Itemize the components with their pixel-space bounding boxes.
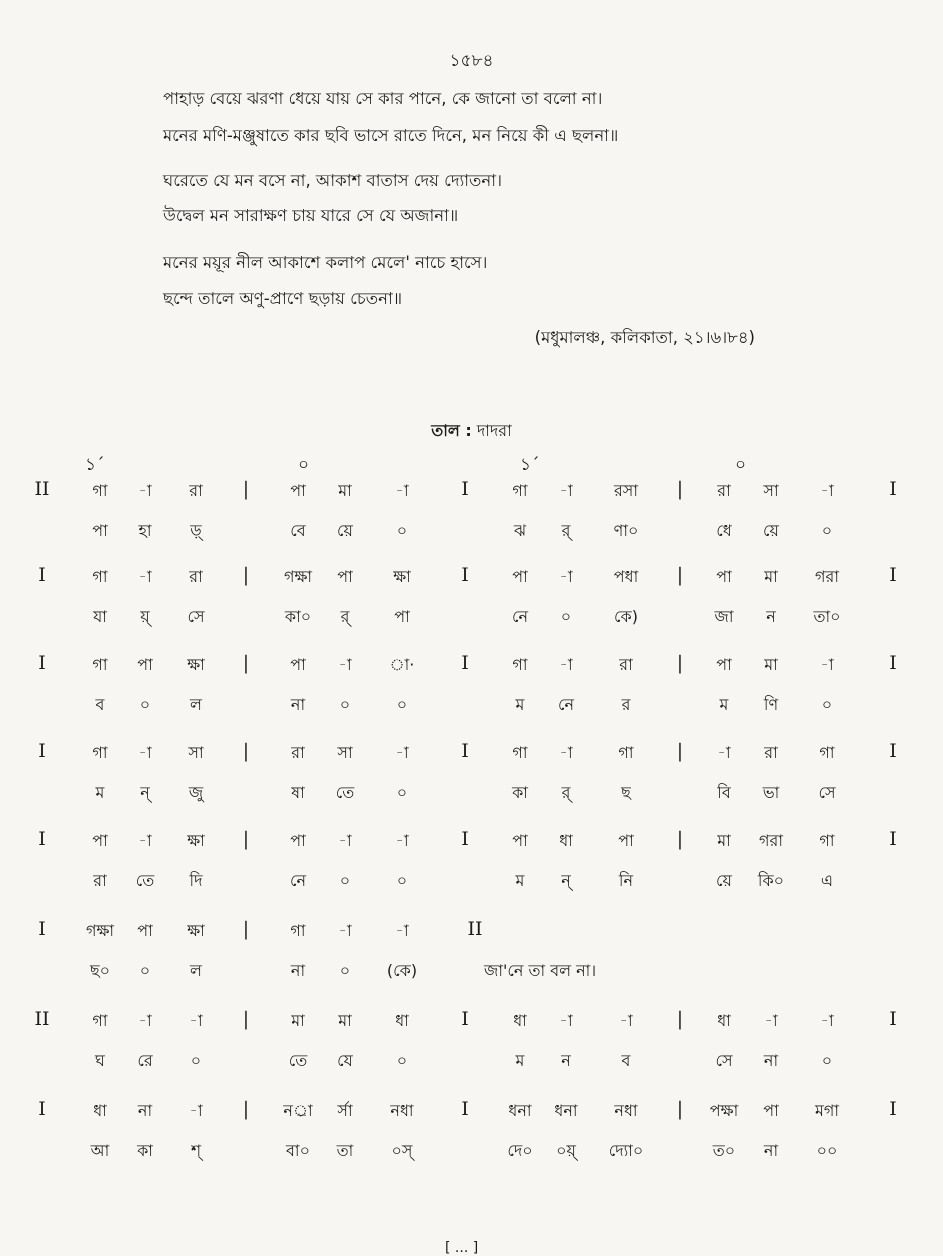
note-cell: মা: [764, 655, 778, 674]
note-cell: রসা: [613, 481, 639, 500]
note-cell: পা: [337, 567, 353, 586]
note-cell: রা: [717, 481, 731, 500]
note-cell: রা: [189, 481, 203, 500]
barline: |: [242, 918, 250, 940]
lyric-line: মনের ময়ূর নীল আকাশে কলাপ মেলে' নাচে হাসে।: [163, 253, 488, 272]
note-cell: পা: [137, 921, 153, 940]
note-cell: না: [137, 1101, 153, 1120]
note-cell: গা: [92, 567, 108, 586]
barline: |: [676, 1098, 684, 1120]
syllable-cell: কা০: [284, 607, 312, 626]
syllable-cell: রা: [93, 871, 107, 890]
note-cell: গক্ষা: [85, 921, 115, 940]
note-cell: -া: [619, 1011, 633, 1030]
syllable-cell: হা: [138, 521, 152, 540]
lyric-continuation: জা'নে তা বল না।: [484, 961, 597, 980]
syllable-cell: ণা০: [613, 521, 639, 540]
note-cell: ধনা: [508, 1101, 532, 1120]
syllable-cell: ম: [515, 695, 525, 714]
syllable-cell: নে: [557, 695, 575, 714]
syllable-cell: ত০: [712, 1141, 736, 1160]
note-cell: পা: [618, 831, 634, 850]
note-cell: পা: [137, 655, 153, 674]
note-cell: ক্ষা: [187, 655, 205, 674]
note-cell: -া: [338, 655, 352, 674]
syllable-cell: রে: [137, 1051, 153, 1070]
note-cell: গা: [819, 743, 835, 762]
syllable-cell: না: [290, 695, 306, 714]
barline: |: [676, 652, 684, 674]
taal-name: দাদরা: [476, 421, 512, 440]
end-barline: I: [889, 478, 897, 500]
barline: |: [676, 564, 684, 586]
note-cell: -া: [189, 1101, 203, 1120]
notation-row: [0, 1098, 943, 1140]
beat-mark: ১´: [520, 455, 540, 475]
barline: I: [461, 828, 469, 850]
beat-mark: ০: [735, 455, 747, 475]
note-cell: া·: [389, 655, 415, 674]
syllable-cell: দি: [189, 871, 203, 890]
note-cell: -া: [138, 1011, 152, 1030]
syllable-cell: য়ে: [763, 521, 779, 540]
syllable-cell: সে: [818, 783, 836, 802]
syllable-cell: পা: [394, 607, 410, 626]
note-cell: ধা: [513, 1011, 527, 1030]
syllable-cell: কা: [137, 1141, 153, 1160]
barline: |: [242, 1098, 250, 1120]
barline: I: [461, 652, 469, 674]
barline: I: [461, 1008, 469, 1030]
lyric-line: ঘরেতে যে মন বসে না, আকাশ বাতাস দেয় দ্যোতনা।: [163, 171, 502, 190]
start-barline: II: [34, 478, 50, 500]
start-barline: II: [34, 1008, 50, 1030]
lyric-syllable-row: [0, 780, 943, 822]
syllable-cell: ০: [190, 1051, 202, 1070]
note-cell: পা: [290, 481, 306, 500]
note-cell: ধা: [93, 1101, 107, 1120]
note-cell: -া: [717, 743, 731, 762]
note-cell: পা: [716, 655, 732, 674]
note-cell: মা: [338, 481, 352, 500]
barline: |: [242, 740, 250, 762]
syllable-cell: ০: [139, 961, 151, 980]
start-barline: I: [38, 564, 46, 586]
note-cell: পা: [290, 831, 306, 850]
lyric-line: মনের মণি-মঞ্জুষাতে কার ছবি ভাসে রাতে দিনে, মন নিয়ে কী এ ছলনা॥: [163, 126, 619, 145]
syllable-cell: ম: [95, 783, 105, 802]
syllable-cell: ০: [396, 521, 408, 540]
syllable-cell: ০: [396, 871, 408, 890]
syllable-cell: বি: [717, 783, 731, 802]
end-barline: I: [889, 652, 897, 674]
note-cell: রা: [619, 655, 633, 674]
barline: |: [676, 740, 684, 762]
page-fragment: [ ... ]: [445, 1240, 479, 1256]
note-cell: ধা: [717, 1011, 731, 1030]
end-barline: I: [889, 564, 897, 586]
syllable-cell: বে: [290, 521, 306, 540]
syllable-cell: পা: [92, 521, 108, 540]
note-cell: মগা: [814, 1101, 840, 1120]
note-cell: ধনা: [554, 1101, 578, 1120]
syllable-cell: দে০: [507, 1141, 533, 1160]
lyric-syllable-row: [0, 1138, 943, 1180]
syllable-cell: তে: [288, 1051, 308, 1070]
syllable-cell: শ্: [190, 1141, 202, 1160]
syllable-cell: নে: [511, 607, 529, 626]
note-cell: -া: [559, 1011, 573, 1030]
syllable-cell: য়ে: [337, 521, 353, 540]
note-cell: গা: [92, 655, 108, 674]
end-barline: I: [889, 1098, 897, 1120]
note-cell: গা: [92, 1011, 108, 1030]
barline: |: [242, 652, 250, 674]
lyric-syllable-row: [0, 1048, 943, 1090]
syllable-cell: তা০: [813, 607, 841, 626]
note-cell: সা: [763, 481, 779, 500]
note-cell: মা: [291, 1011, 305, 1030]
syllable-cell: র্: [561, 783, 571, 802]
lyric-syllable-row: [0, 958, 943, 1000]
syllable-cell: সে: [187, 607, 205, 626]
syllable-cell: য়্: [140, 607, 150, 626]
syllable-cell: ০০: [816, 1141, 838, 1160]
taal-heading: [0, 418, 943, 445]
syllable-cell: ম: [515, 871, 525, 890]
note-cell: রা: [291, 743, 305, 762]
note-cell: পা: [290, 655, 306, 674]
barline: |: [242, 828, 250, 850]
note-cell: ক্ষা: [187, 831, 205, 850]
note-cell: ধা: [395, 1011, 409, 1030]
syllable-cell: ০: [821, 695, 833, 714]
syllable-cell: ব: [621, 1051, 631, 1070]
end-barline: I: [889, 828, 897, 850]
lyric-syllable-row: [0, 692, 943, 734]
syllable-cell: ০: [339, 695, 351, 714]
syllable-cell: ম: [719, 695, 729, 714]
syllable-cell: যে: [337, 1051, 353, 1070]
notation-row: [0, 478, 943, 520]
note-cell: নর্া: [283, 1101, 313, 1120]
note-cell: মা: [338, 1011, 352, 1030]
syllable-cell: ল: [190, 695, 202, 714]
syllable-cell: না: [763, 1051, 779, 1070]
note-cell: রা: [189, 567, 203, 586]
syllable-cell: তে: [135, 871, 155, 890]
syllable-cell: ধে: [716, 521, 732, 540]
note-cell: সা: [337, 743, 353, 762]
syllable-cell: দ্যো০: [608, 1141, 644, 1160]
lyric-line: উদ্বেল মন সারাক্ষণ চায় যারে সে যে অজানা॥: [163, 206, 459, 225]
start-barline: I: [38, 1098, 46, 1120]
syllable-cell: নে: [289, 871, 307, 890]
lyric-syllable-row: [0, 868, 943, 910]
note-cell: নধা: [390, 1101, 414, 1120]
syllable-cell: জা: [714, 607, 734, 626]
barline: |: [242, 478, 250, 500]
note-cell: -া: [138, 743, 152, 762]
page-number: ১৫৮৪: [449, 51, 494, 71]
note-cell: মা: [717, 831, 731, 850]
syllable-cell: ম: [515, 1051, 525, 1070]
note-cell: মা: [764, 567, 778, 586]
note-cell: গা: [512, 743, 528, 762]
syllable-cell: ঝ: [513, 521, 527, 540]
barline: I: [461, 1098, 469, 1120]
notation-row: [0, 652, 943, 694]
syllable-cell: ব: [95, 695, 105, 714]
syllable-cell: ন্: [140, 783, 150, 802]
lyric-line: ছন্দে তালে অণু-প্রাণে ছড়ায় চেতনা॥: [163, 289, 403, 308]
note-cell: সা: [188, 743, 204, 762]
note-cell: -া: [138, 481, 152, 500]
note-cell: গরা: [815, 567, 839, 586]
barline: I: [461, 478, 469, 500]
start-barline: I: [38, 652, 46, 674]
barline: I: [461, 740, 469, 762]
syllable-cell: না: [290, 961, 306, 980]
syllable-cell: য়ে: [716, 871, 732, 890]
syllable-cell: কা: [512, 783, 528, 802]
lyric-syllable-row: [0, 604, 943, 646]
notation-row: [0, 740, 943, 782]
barline: I: [461, 564, 469, 586]
note-cell: -া: [138, 831, 152, 850]
barline: |: [242, 564, 250, 586]
syllable-cell: ন: [766, 607, 776, 626]
barline: |: [242, 1008, 250, 1030]
note-cell: -া: [138, 567, 152, 586]
syllable-cell: জু: [188, 783, 204, 802]
note-cell: রা: [764, 743, 778, 762]
note-cell: গা: [290, 921, 306, 940]
notation-row: [0, 918, 943, 960]
syllable-cell: এ: [820, 871, 834, 890]
note-cell: গা: [512, 655, 528, 674]
note-cell: ধা: [559, 831, 573, 850]
start-barline: I: [38, 918, 46, 940]
syllable-cell: ণি: [763, 695, 779, 714]
syllable-cell: কি০: [757, 871, 785, 890]
note-cell: পা: [512, 831, 528, 850]
syllable-cell: (কে): [386, 961, 418, 980]
syllable-cell: সে: [715, 1051, 733, 1070]
syllable-cell: নি: [618, 871, 634, 890]
note-cell: ক্ষা: [187, 921, 205, 940]
note-cell: নধা: [614, 1101, 638, 1120]
syllable-cell: ড়্: [190, 521, 202, 540]
note-cell: পক্ষা: [709, 1101, 739, 1120]
note-cell: পধা: [613, 567, 639, 586]
note-cell: গা: [92, 743, 108, 762]
syllable-cell: ষা: [291, 783, 305, 802]
notation-row: [0, 564, 943, 606]
note-cell: গক্ষা: [283, 567, 313, 586]
note-cell: পা: [716, 567, 732, 586]
note-cell: -া: [395, 921, 409, 940]
syllable-cell: ভা: [762, 783, 780, 802]
syllable-cell: ০: [821, 521, 833, 540]
note-cell: -া: [764, 1011, 778, 1030]
barline: |: [676, 828, 684, 850]
syllable-cell: ন্: [561, 871, 571, 890]
note-cell: -া: [559, 743, 573, 762]
syllable-cell: র্: [561, 521, 571, 540]
barline: |: [676, 1008, 684, 1030]
note-cell: -া: [395, 831, 409, 850]
syllable-cell: র: [621, 695, 631, 714]
note-cell: -া: [820, 481, 834, 500]
syllable-cell: ০: [139, 695, 151, 714]
syllable-cell: ০: [396, 1051, 408, 1070]
note-cell: -া: [820, 1011, 834, 1030]
source-citation: (মধুমালঞ্চ, কলিকাতা, ২১।৬।৮৪): [534, 328, 755, 347]
syllable-cell: আ: [90, 1141, 110, 1160]
taal-label: তাল :: [431, 421, 472, 440]
note-cell: -া: [189, 1011, 203, 1030]
notation-row: [0, 828, 943, 870]
note-cell: পা: [92, 831, 108, 850]
syllable-cell: ন: [561, 1051, 571, 1070]
note-cell: -া: [559, 567, 573, 586]
syllable-cell: র্: [340, 607, 350, 626]
syllable-cell: ছ০: [89, 961, 111, 980]
note-cell: -া: [338, 831, 352, 850]
note-cell: -া: [395, 743, 409, 762]
notation-row: [0, 1008, 943, 1050]
note-cell: গা: [512, 481, 528, 500]
syllable-cell: তে: [335, 783, 355, 802]
barline: |: [676, 478, 684, 500]
note-cell: -া: [395, 481, 409, 500]
note-cell: -া: [559, 655, 573, 674]
note-cell: পা: [512, 567, 528, 586]
lyric-syllable-row: [0, 518, 943, 560]
syllable-cell: কে): [614, 607, 638, 626]
end-barline: I: [889, 740, 897, 762]
syllable-cell: বা০: [286, 1141, 310, 1160]
syllable-cell: ঘ: [95, 1051, 105, 1070]
note-cell: র্সা: [337, 1101, 353, 1120]
note-cell: -া: [338, 921, 352, 940]
note-cell: গা: [618, 743, 634, 762]
syllable-cell: ০য়্: [556, 1141, 576, 1160]
note-cell: গা: [92, 481, 108, 500]
beat-mark: ১´: [85, 455, 105, 475]
syllable-cell: ০: [560, 607, 572, 626]
note-cell: পা: [763, 1101, 779, 1120]
syllable-cell: ছ: [621, 783, 631, 802]
note-cell: -া: [820, 655, 834, 674]
syllable-cell: ০: [339, 871, 351, 890]
start-barline: I: [38, 828, 46, 850]
lyric-line: পাহাড় বেয়ে ঝরণা ধেয়ে যায় সে কার পানে, কে জানো তা বলো না।: [163, 89, 603, 108]
beat-mark: ০: [298, 455, 310, 475]
note-cell: -া: [559, 481, 573, 500]
syllable-cell: ০স্: [391, 1141, 413, 1160]
syllable-cell: না: [763, 1141, 779, 1160]
syllable-cell: যা: [93, 607, 107, 626]
syllable-cell: ০: [396, 695, 408, 714]
end-barline: I: [889, 1008, 897, 1030]
note-cell: গরা: [759, 831, 783, 850]
end-barline: II: [467, 918, 483, 940]
syllable-cell: ০: [396, 783, 408, 802]
start-barline: I: [38, 740, 46, 762]
note-cell: ক্ষা: [393, 567, 411, 586]
syllable-cell: তা: [336, 1141, 354, 1160]
note-cell: গা: [819, 831, 835, 850]
syllable-cell: ০: [339, 961, 351, 980]
syllable-cell: ল: [190, 961, 202, 980]
syllable-cell: ০: [821, 1051, 833, 1070]
